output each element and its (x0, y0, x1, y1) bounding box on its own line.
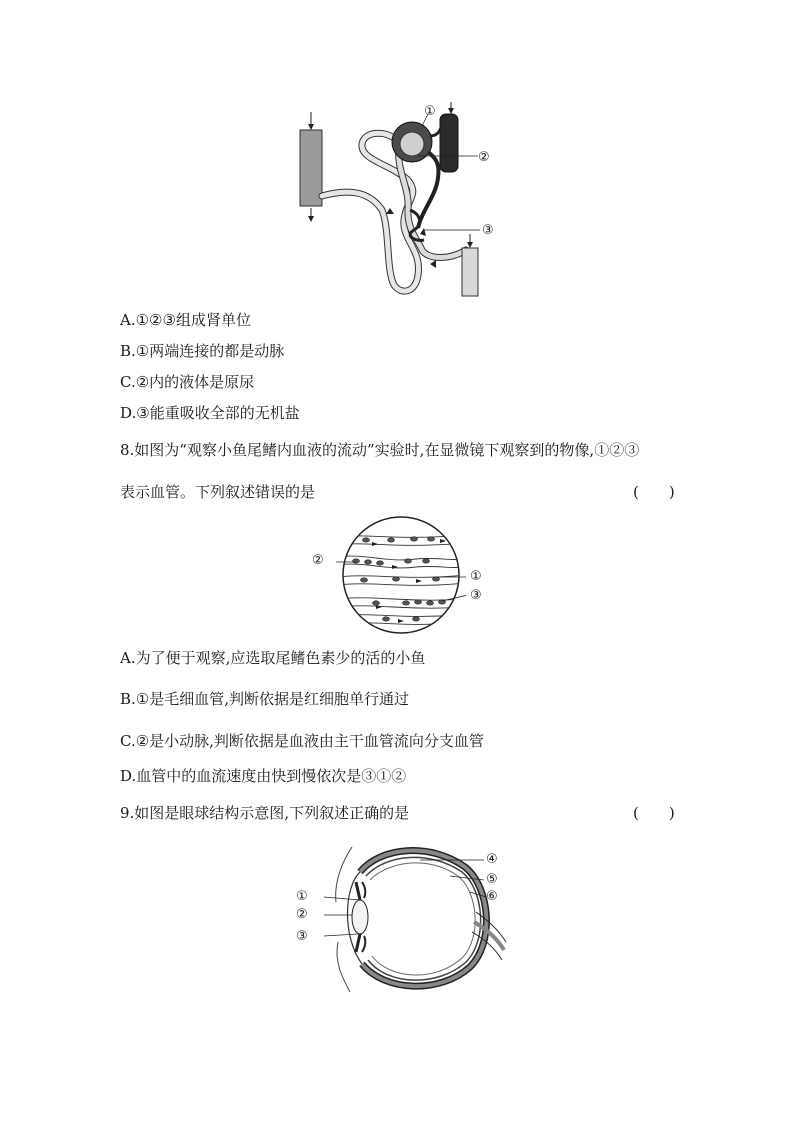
lens (352, 900, 368, 934)
nephron-label-3: ③ (482, 223, 494, 238)
q8-option-c: C.②是小动脉,判断依据是血液由主干血管流向分支血管 (120, 732, 484, 750)
renal-artery (440, 114, 458, 172)
q7-option-a: A.①②③组成肾单位 (120, 311, 251, 329)
q7-option-d: D.③能重吸收全部的无机盐 (120, 404, 300, 422)
field-label-2: ② (312, 553, 324, 568)
glomerulus (400, 132, 424, 156)
nephron-label-1: ① (424, 104, 436, 119)
q7-option-c: C.②内的液体是原尿 (120, 373, 255, 391)
q9-answer-paren: ( ) (633, 804, 675, 822)
q7-option-b: B.①两端连接的都是动脉 (120, 342, 285, 360)
field-label-3: ③ (470, 588, 482, 603)
eyeball-figure (300, 842, 510, 997)
nephron-label-2: ② (478, 150, 490, 165)
renal-vein (462, 248, 478, 296)
q8-option-d: D.血管中的血流速度由快到慢依次是③①② (120, 767, 407, 785)
collecting-duct (300, 130, 322, 206)
q8-stem-line2: 表示血管。下列叙述错误的是 (120, 483, 316, 501)
eye-label-4: ④ (486, 852, 498, 867)
eye-label-2: ② (296, 907, 308, 922)
nephron-figure (290, 100, 510, 305)
q8-option-b: B.①是毛细血管,判断依据是红细胞单行通过 (120, 690, 410, 708)
q8-answer-paren: ( ) (633, 483, 675, 501)
eye-label-6: ⑥ (486, 889, 498, 904)
field-label-1: ① (470, 569, 482, 584)
q8-option-a: A.为了便于观察,应选取尾鳍色素少的活的小鱼 (120, 649, 426, 667)
eye-label-1: ① (296, 889, 308, 904)
q9-stem: 9.如图是眼球结构示意图,下列叙述正确的是 (120, 804, 410, 822)
eye-label-5: ⑤ (486, 872, 498, 887)
q8-stem-line1: 8.如图为“观察小鱼尾鳍内血液的流动”实验时,在显微镜下观察到的物像,①②③ (120, 441, 640, 459)
eye-label-3: ③ (296, 929, 308, 944)
microscope-field-figure (336, 515, 466, 635)
